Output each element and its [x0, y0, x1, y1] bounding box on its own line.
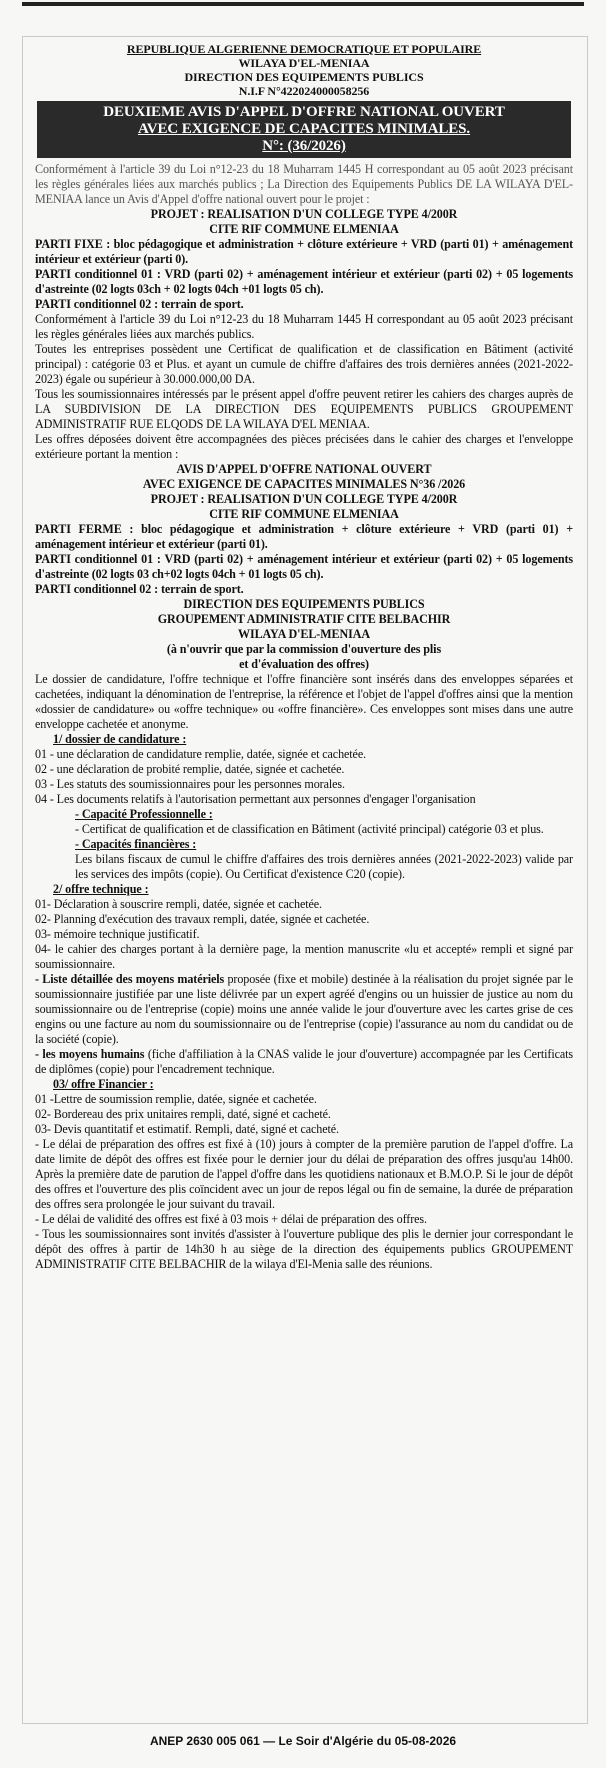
material-means-text: proposée (fixe et mobile) destinée à la réalisation du projet signée par le soumissionnaire justifiée par une liste délivrée par un expert agréé d'engins ou un huissier de justice au nom du soumissionnaire ou de l'entreprise (copie) moins une année valide le jour d'ouverture avec les cartes grise de ces engins ou une facture au nom du soumissionnaire ou de l'entreprise (copie) l'assurance au nom du candidat ou de la société (copie). — [35, 972, 573, 1046]
material-means-label: - Liste détaillée des moyens matériels — [35, 972, 225, 986]
validity-delay: - Le délai de validité des offres est fixé à 03 mois + délai de préparation des offres. — [35, 1212, 427, 1226]
address-line-4: (à n'ouvrir que par la commission d'ouverture des plis — [166, 642, 442, 656]
list-item: 01 -Lettre de soumission remplie, datée, signée et cachetée. — [35, 1092, 317, 1106]
parti-conditionnel-1b: PARTI conditionnel 01 : VRD (parti 02) + aménagement intérieur et extérieur (parti 02) + 05 logements d'astreinte (02 logts 03 ch+02 logts 04ch + 01 logts 05 ch). — [35, 552, 573, 581]
address-line-5: et d'évaluation des offres) — [239, 657, 369, 671]
human-means-text: (fiche d'affiliation à la CNAS valide le jour d'ouverture) accompagnée par les Certificats de diplômes (copie) pour l'encadrement technique. — [35, 1047, 573, 1076]
notice-title-banner — [37, 101, 571, 158]
project-site: CITE RIF COMMUNE ELMENIAA — [209, 222, 399, 236]
wilaya-heading: WILAYA D'EL-MENIAA — [238, 56, 370, 70]
banner-line-1: DEUXIEME AVIS D'APPEL D'OFFRE NATIONAL OUVERT — [103, 104, 505, 120]
parti-fixe: PARTI FIXE : bloc pédagogique et administration + clôture extérieure + VRD (parti 01) + aménagement intérieur et extérieur (parti 0). — [35, 237, 573, 266]
submission-paragraph: Les offres déposées doivent être accompagnées des pièces précisées dans le cahier des charges et l'enveloppe extérieure portant la mention : — [35, 432, 573, 461]
parti-conditionnel-1: PARTI conditionnel 01 : VRD (parti 02) + aménagement intérieur et extérieur (parti 02) + 05 logements d'astreinte (02 logts 03ch + 02 logts 04ch +01 logts 05 ch). — [35, 267, 573, 296]
republic-heading: REPUBLIQUE ALGERIENNE DEMOCRATIQUE ET POPULAIRE — [126, 42, 482, 56]
capacity-pro-title: - Capacité Professionnelle : — [75, 807, 213, 821]
list-item: 04 - Les documents relatifs à l'autorisation permettant aux personnes d'engager l'organisation — [35, 792, 476, 806]
mention-line-3: PROJET : REALISATION D'UN COLLEGE TYPE 4/200R — [150, 492, 458, 506]
dossier-intro: Le dossier de candidature, l'offre technique et l'offre financière sont insérés dans des enveloppes séparées et cachetées, indiquant la dénomination de l'entreprise, la référence et l'objet de l'appel d'offres ainsi que la mention «dossier de candidature» ou «offre technique» ou «offre financière». Ces enveloppes sont mises dans une autre enveloppe cachetée et anonyme. — [35, 672, 573, 731]
capacity-fin-text: Les bilans fiscaux de cumul le chiffre d'affaires des trois dernières années (2021-2022-2023) valide par les services des impôts (copie). Ou Certificat d'existence C20 (copie). — [75, 852, 573, 881]
capacity-fin-title: - Capacités financières : — [75, 837, 197, 851]
top-rule — [22, 2, 584, 6]
eligibility-paragraph: Toutes les entreprises possèdent une Certificat de qualification et de classification en Bâtiment (activité principal) : catégorie 03 et Plus. et ayant un cumule de chiffre d'affaires des trois dernières années (2021-2022-2023) égale ou supérieur à 30.000.000,00 DA. — [35, 342, 573, 386]
list-item: 04- le cahier des charges portant à la dernière page, la mention manuscrite «lu et accepté» rempli et signé par soumissionnaire. — [35, 942, 573, 971]
parti-ferme: PARTI FERME : bloc pédagogique et administration + clôture extérieure + VRD (parti 01) + aménagement intérieur et extérieur (parti 01). — [35, 522, 573, 551]
list-item: 03- mémoire technique justificatif. — [35, 927, 200, 941]
address-line-3: WILAYA D'EL-MENIAA — [237, 627, 371, 641]
direction-heading: DIRECTION DES EQUIPEMENTS PUBLICS — [184, 70, 424, 84]
nif-heading: N.I.F N°422024000058256 — [238, 84, 370, 98]
mention-line-1: AVIS D'APPEL D'OFFRE NATIONAL OUVERT — [176, 462, 432, 476]
section-1-title: 1/ dossier de candidature : — [53, 732, 187, 746]
list-item: 02- Bordereau des prix unitaires rempli, daté, signé et cacheté. — [35, 1107, 331, 1121]
list-item: 03- Devis quantitatif et estimatif. Rempli, daté, signé et cacheté. — [35, 1122, 339, 1136]
section-2-title: 2/ offre technique : — [53, 882, 149, 896]
human-means-label: - les moyens humains — [35, 1047, 145, 1061]
mention-line-2: AVEC EXIGENCE DE CAPACITES MINIMALES N°36 /2026 — [142, 477, 466, 491]
preparation-delay: - Le délai de préparation des offres est fixé à (10) jours à compter de la première parution de l'appel d'offre. La date limite de dépôt des offres est fixée pour le dernier jour du délai de préparation des offres jusqu'au 14h00. Après la première date de parution de l'appel d'offre dans les quotidiens nationaux et B.M.O.P. Si le jour de dépôt des offres et l'ouverture des plis coïncident avec un jour de repos légal ou fin de semaine, la durée de préparation des offres sera prolongée le jour suivant du travail. — [35, 1137, 573, 1211]
legal-reference: Conformément à l'article 39 du Loi n°12-23 du 18 Muharram 1445 H correspondant au 05 août 2023 précisant les règles générales liées aux marchés publics. — [35, 312, 573, 341]
section-3-title: 03/ offre Financier : — [53, 1077, 154, 1091]
publication-footer: ANEP 2630 005 061 — Le Soir d'Algérie du 05-08-2026 — [149, 1734, 457, 1748]
list-item: 01 - une déclaration de candidature remplie, datée, signée et cachetée. — [35, 747, 367, 761]
list-item: 01- Déclaration à souscrire rempli, datée, signée et cachetée. — [35, 897, 322, 911]
list-item: 02 - une déclaration de probité remplie, datée, signée et cachetée. — [35, 762, 345, 776]
opening-invitation: - Tous les soumissionnaires sont invités d'assister à l'ouverture publique des plis le dernier jour correspondant le dépôt des offres à partir de 14h30 h au siège de la direction des équipements publics GROUPEMENT ADMINISTRATIF CITE BELBACHIR de la wilaya d'El-Menia salle des réunions. — [35, 1227, 573, 1271]
parti-conditionnel-2b: PARTI conditionnel 02 : terrain de sport. — [35, 582, 244, 596]
notice-content — [35, 42, 573, 1272]
address-line-1: DIRECTION DES EQUIPEMENTS PUBLICS — [183, 597, 425, 611]
intro-paragraph: Conformément à l'article 39 du Loi n°12-23 du 18 Muharram 1445 H correspondant au 05 août 2023 précisant les règles générales liées aux marchés publics ; La Direction des Equipements Publics DE LA WILAYA D'EL-MENIAA lance un Avis d'Appel d'offre national ouvert pour le projet : — [35, 162, 573, 206]
mention-line-4: CITE RIF COMMUNE ELMENIAA — [209, 507, 399, 521]
material-means-paragraph — [35, 972, 573, 1047]
address-line-2: GROUPEMENT ADMINISTRATIF CITE BELBACHIR — [157, 612, 451, 626]
withdrawal-paragraph: Tous les soumissionnaires intéressés par le présent appel d'offre peuvent retirer les cahiers des charges auprès de LA SUBDIVISION DE LA DIRECTION DES EQUIPEMENTS PUBLICS GROUPEMENT ADMINISTRATIF RUE ELQODS DE LA WILAYA D'EL MENIAA. — [35, 387, 573, 431]
human-means-paragraph — [35, 1047, 573, 1077]
list-item: 03 - Les statuts des soumissionnaires pour les personnes morales. — [35, 777, 345, 791]
project-title: PROJET : REALISATION D'UN COLLEGE TYPE 4/200R — [150, 207, 458, 221]
banner-line-2: AVEC EXIGENCE DE CAPACITES MINIMALES. — [137, 121, 471, 137]
list-item: 02- Planning d'exécution des travaux rempli, datée, signée et cachetée. — [35, 912, 370, 926]
parti-conditionnel-2: PARTI conditionnel 02 : terrain de sport. — [35, 297, 244, 311]
capacity-pro-text: - Certificat de qualification et de classification en Bâtiment (activité principal) catégorie 03 et plus. — [75, 822, 544, 836]
banner-number: N°: (36/2026) — [262, 138, 346, 154]
